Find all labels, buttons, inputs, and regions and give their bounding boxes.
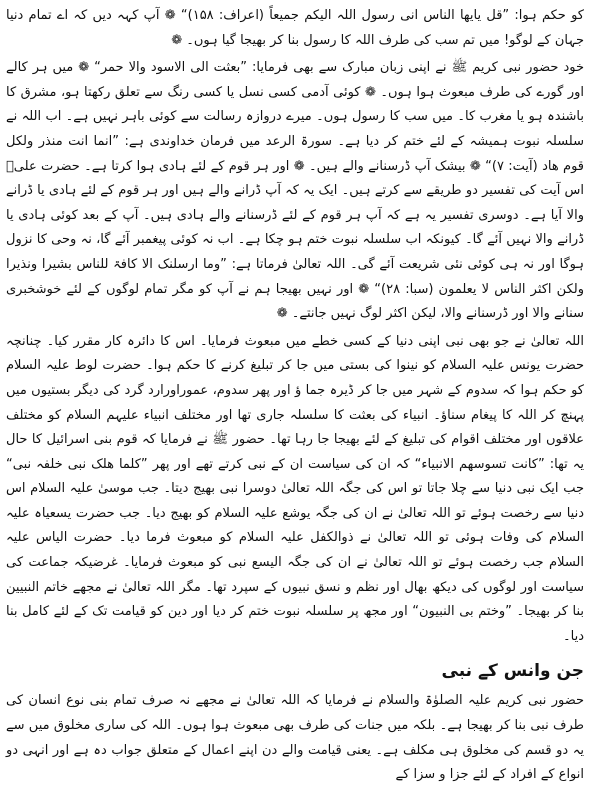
paragraph-3: اللہ تعالیٰ نے جو بھی نبی اپنی دنیا کے کسی خطے میں مبعوث فرمایا۔ اس کا دائرہ کار مقرر کیا۔ چنانچہ حضرت یونس علیہ السلام کو نینوا کی بستی میں جا کر تبلیغ کرنے کا حکم ہوا۔ حضرت لوط علیہ السلام کو حکم ہوا کہ سدوم کے شہر میں جا کر ڈیرہ جما ؤ اور پھر سدوم، عموراورارد گرد کی دیگر بستیوں میں پہنچ کر اللہ کا پیغام سناؤ۔ انبیاء کی بعثت کا سلسلہ جاری تھا اور مختلف انبیاء علیہم السلام کو مختلف علاقوں اور مختلف اقوام کی تبلیغ کے لئے بھیجا جا رہا تھا۔ حضور ﷺ نے فرمایا کہ قوم بنی اسرائیل کا حال یہ تھا: ”کانت تسوسھم الانبیاء“ کہ ان کی سیاست ان کے نبی کرتے تھے اور پھر ”کلما ھلک نبی خلفہ نبی“ جب ایک نبی دنیا سے چلا جاتا تو اس کی جگہ اللہ تعالیٰ دوسرا نبی بھیج دیتا۔ جب موسیٰ علیہ السلام اس دنیا سے رخصت ہوئے تو اللہ تعالیٰ نے ان کی جگہ یوشع علیہ السلام کو بھیج دیا۔ جب حضرت یسعیاہ علیہ السلام کی وفات ہوئی تو اللہ تعالیٰ نے ذوالکفل علیہ السلام کو مبعوث فرما دیا۔ حضرت الیاس علیہ السلام جب رخصت ہوئے تو اللہ تعالیٰ نے ان کی جگہ الیسع نبی کو مبعوث فرمایا۔ غرضیکہ جماعت کی سیاست اور لوگوں کی دیکھ بھال اور نظم و نسق نبیوں کے سپرد تھا۔ مگر اللہ تعالیٰ نے مجھے خاتم النبیین بنا کر بھیجا۔ ”وختم بی النبیون“ اور مجھ پر سلسلہ نبوت ختم کر دیا اور دین کو قیامت تک کے لئے کامل بنا دیا۔ bbox=[6, 333, 584, 644]
paragraph-1: کو حکم ہوا: ”قل یایھا الناس انی رسول اللہ الیکم جمیعاً (اعراف: ۱۵۸)“ ❁ آپ کہہ دیں کہ اے تمام دنیا جہان کے لوگو! میں تم سب کی طرف اللہ کا رسول بنا کر بھیجا گیا ہوں۔ ❁ bbox=[6, 8, 584, 48]
section-heading: جن وانس کے نبی bbox=[441, 661, 584, 682]
paragraph-2: خود حضور نبی کریم ﷺ نے اپنی زبان مبارک سے بھی فرمایا: ”بعثت الی الاسود والا حمر“ ❁ میں ہر کالے اور گورے کی طرف مبعوث ہوا ہوں۔ ❁ کوئی آدمی کسی نسل یا کسی رنگ سے تعلق رکھتا ہو، مشرق کا باشندہ ہو یا مغرب کا۔ میں سب کا رسول ہوں۔ میرے دروازہ رسالت سے کوئی باہر نہیں ہے۔ اب اللہ نے سلسلہ نبوت ہمیشہ کے لئے ختم کر دیا ہے۔ سورۃ الرعد میں فرمان خداوندی ہے: ”انما انت منذر ولکل قوم ھاد (آیت: ۷)“ ❁ بیشک آپ ڈرسنانے والے ہیں۔ ❁ اور ہر قوم کے لئے ہادی ہوا کرتا ہے۔ حضرت علیؓ اس آیت کی تفسیر دو طریقے سے کرتے ہیں۔ ایک یہ کہ آپ ڈرانے والے ہیں اور ہر قوم کے لئے ہادی یا ڈرانے والا آیا ہے۔ دوسری تفسیر یہ ہے کہ آپ ہر قوم کے لئے ڈرسنانے والے ہادی ہیں۔ آپ کے بعد کوئی ہادی یا ڈرانے والا نہیں آئے گا۔ کیونکہ اب سلسلہ نبوت ختم ہو چکا ہے۔ اب نہ کوئی پیغمبر آئے گا، نہ وحی کا نزول ہوگا اور نہ ہی کوئی نئی شریعت آئے گی۔ اللہ تعالیٰ فرماتا ہے: ”وما ارسلنک الا کافۃ للناس بشیرا ونذیرا ولکن اکثر الناس لا یعلمون (سبا: ۲۸)“ ❁ اور نہیں بھیجا ہم نے آپ کو مگر تمام لوگوں کے لئے خوشخبری سنانے والا اور ڈرسنانے والا، لیکن اکثر لوگ نہیں جانتے۔ ❁ bbox=[6, 60, 584, 322]
closing-paragraph: حضور نبی کریم علیہ الصلوٰۃ والسلام نے فرمایا کہ اللہ تعالیٰ نے مجھے نہ صرف تمام بنی نوع انسان کی طرف نبی بنا کر بھیجا ہے۔ بلکہ میں جنات کی طرف بھی مبعوث ہوا ہوں۔ اللہ کی ساری مخلوق میں سے یہ دو قسم کی مخلوق ہی مکلف ہے۔ یعنی قیامت والے دن اپنے اعمال کے متعلق جواب دہ ہے اور انہی دو انواع کے افراد کے لئے جزا و سزا کے bbox=[6, 693, 584, 783]
